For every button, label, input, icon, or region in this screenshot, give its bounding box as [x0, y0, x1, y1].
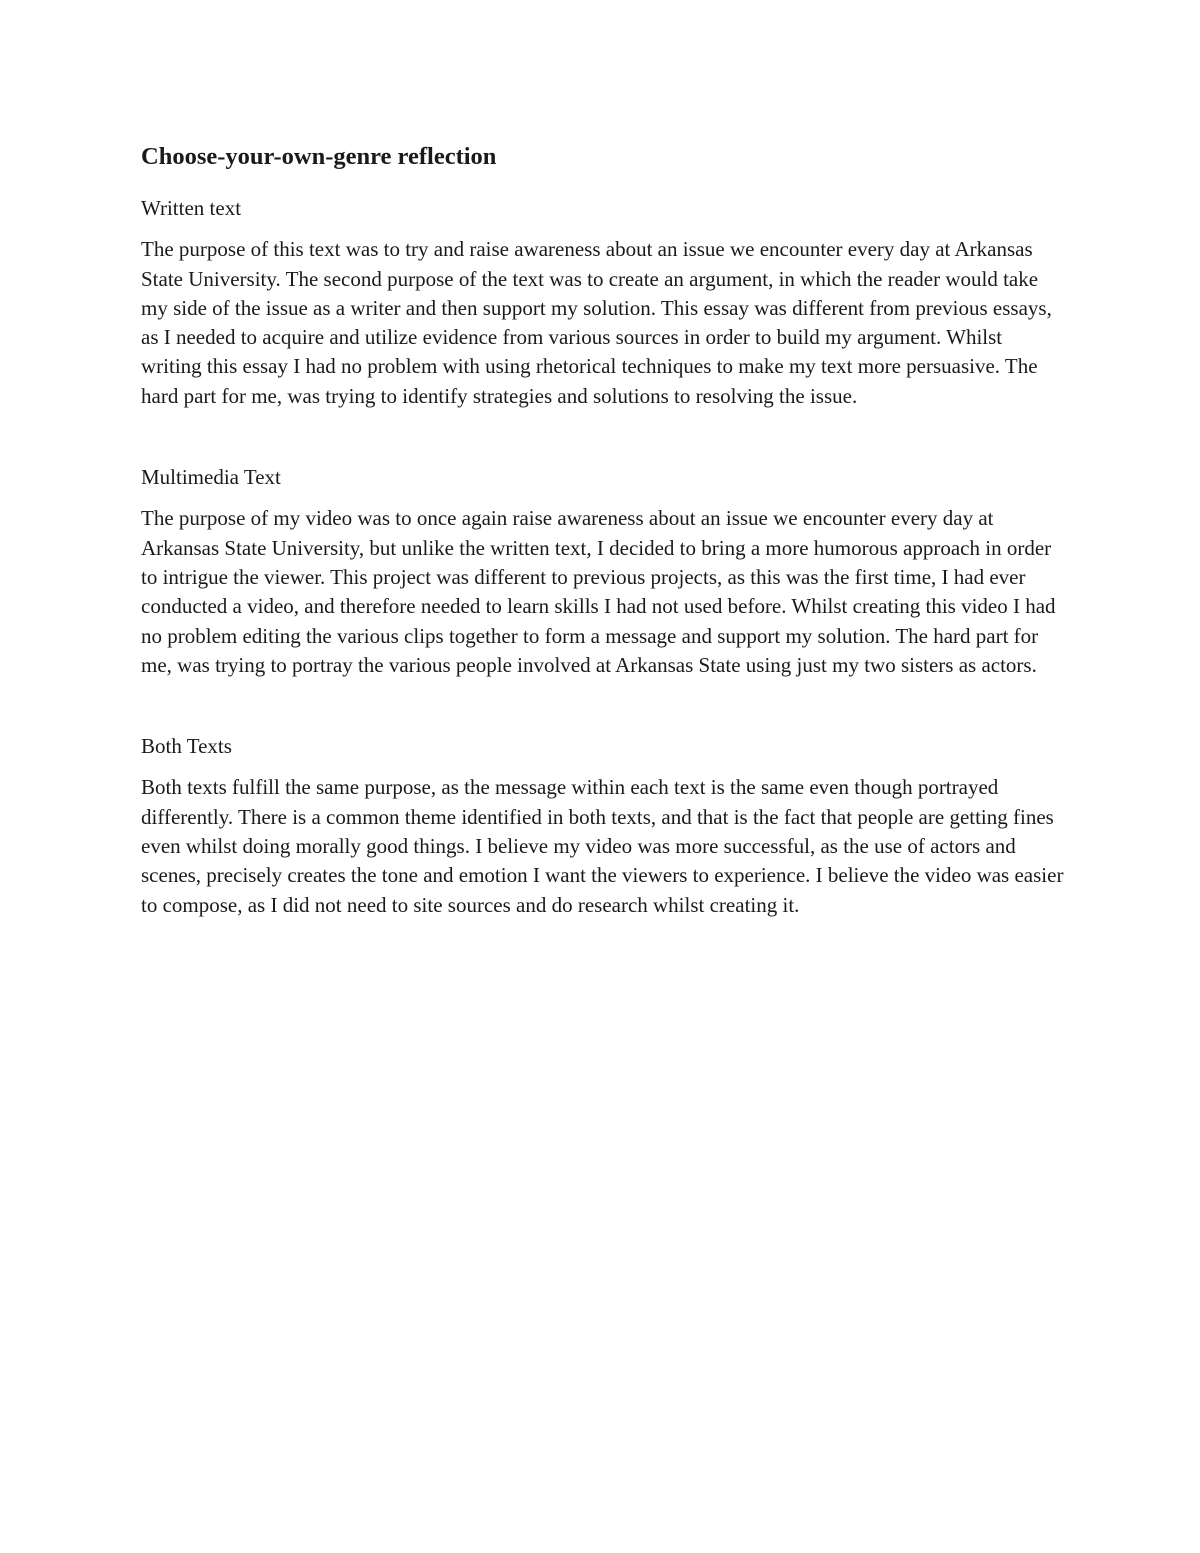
section-multimedia-text: [141, 463, 1066, 680]
section-body-both-texts: Both texts fulfill the same purpose, as the message within each text is the same even though portrayed differently. There is a common theme identified in both texts, and that is the fact that people are getting fines even whilst doing morally good things. I believe my video was more successful, as the use of actors and scenes, precisely creates the tone and emotion I want the viewers to experience. I believe the video was easier to compose, as I did not need to site sources and do research whilst creating it.: [141, 775, 1064, 917]
document-content: [141, 140, 1066, 920]
section-body-multimedia-text: The purpose of my video was to once again raise awareness about an issue we encounter every day at Arkansas State University, but unlike the written text, I decided to bring a more humorous approach in order to intrigue the viewer. This project was different to previous projects, as this was the first time, I had ever conducted a video, and therefore needed to learn skills I had not used before. Whilst creating this video I had no problem editing the various clips together to form a message and support my solution. The hard part for me, was trying to portray the various people involved at Arkansas State using just my two sisters as actors.: [141, 506, 1056, 677]
section-both-texts: [141, 732, 1066, 920]
section-body-written-text: The purpose of this text was to try and raise awareness about an issue we encounter every day at Arkansas State University. The second purpose of the text was to create an argument, in which the reader would take my side of the issue as a writer and then support my solution. This essay was different from previous essays, as I needed to acquire and utilize evidence from various sources in order to build my argument. Whilst writing this essay I had no problem with using rhetorical techniques to make my text more persuasive. The hard part for me, was trying to identify strategies and solutions to resolving the issue.: [141, 237, 1052, 408]
section-written-text: [141, 194, 1066, 411]
section-heading-both-texts: Both Texts: [141, 734, 232, 759]
document-title: Choose-your-own-genre reflection: [141, 143, 497, 170]
section-heading-written-text: Written text: [141, 196, 242, 220]
section-heading-multimedia-text: Multimedia Text: [141, 465, 281, 490]
